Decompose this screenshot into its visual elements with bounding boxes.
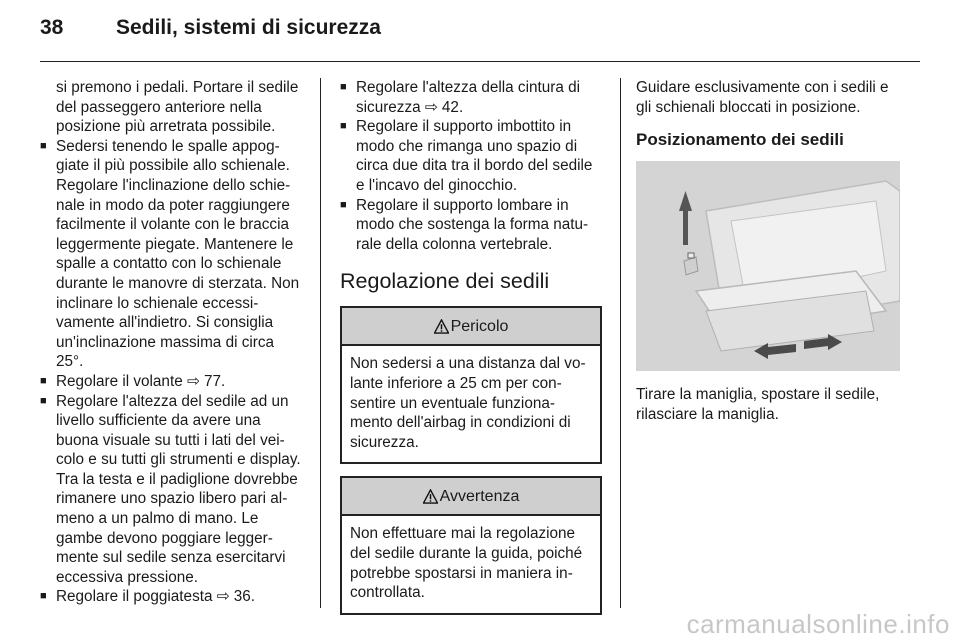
page-header (40, 16, 920, 56)
header-rule (40, 61, 920, 62)
danger-box-text: Non sedersi a una distanza dal volante inferiore a 25 cm per consentire un eventuale funzionamento dell'airbag in condizioni di sicurezza. (350, 355, 586, 451)
list-item: ■ Regolare il poggiatesta ⇨ 36. (40, 587, 304, 607)
warning-box-title: Avvertenza (439, 487, 520, 505)
column-1 (40, 78, 304, 607)
list-item: ■ Regolare il volante ⇨ 77. (40, 372, 304, 392)
watermark: carmanualsonline.info (686, 609, 950, 639)
seat-illustration-icon (636, 161, 900, 371)
warning-box (340, 476, 602, 614)
figure-caption: Tirare la maniglia, spostare il sedile, rilasciare la maniglia. (636, 386, 880, 423)
list-item: ■ Regolare l'altezza della cintura di sicurezza ⇨ 42. (340, 78, 602, 117)
danger-box (340, 306, 602, 464)
section-heading: Regolazione dei sedili (340, 269, 550, 294)
intro-text: Guidare esclusivamente con i sedili e gli schienali bloccati in posizione. (636, 79, 889, 116)
list-item: ■ Regolare il supporto lombare in modo che sostenga la forma naturale della colonna vertebrale. (340, 196, 602, 255)
warning-box-header (342, 478, 600, 516)
list-item: ■ Regolare il supporto imbottito in modo che rimanga uno spazio di circa due dita tra il bordo del sedile e l'incavo del ginocchio. (340, 117, 602, 195)
column-2 (340, 78, 602, 627)
seat-adjustment-figure (636, 161, 900, 371)
list-item: ■ Regolare l'altezza del sedile ad un livello sufficiente da avere una buona visuale su tutti i lati del veicolo e su tutti gli strumenti e display. Tra la testa e il padiglione dovrebbe rimanere uno spazio libero pari almeno a un palmo di mano. Le gambe devono poggiare leggermente sul sedile senza esercitarvi eccessiva pressione. (40, 392, 304, 588)
column-divider-1 (320, 78, 321, 608)
column-3 (636, 78, 902, 424)
continuation-text: si premono i pedali. Portare il sedile del passeggero anteriore nella posizione più arretrata possibile. (56, 79, 299, 136)
warning-triangle-icon (423, 489, 438, 504)
page-title: Sedili, sistemi di sicurezza (116, 16, 381, 39)
warning-box-text: Non effettuare mai la regolazione del sedile durante la guida, poiché potrebbe spostarsi in maniera incontrollata. (350, 525, 583, 602)
danger-box-header (342, 308, 600, 346)
danger-box-title: Pericolo (450, 317, 509, 335)
warning-triangle-icon (434, 319, 449, 334)
list-item: ■ Sedersi tenendo le spalle appoggiate il più possibile allo schienale. Regolare l'inclinazione dello schienale in modo da poter raggiungere facilmente il volante con le braccia leggermente piegate. Mantenere le spalle a contatto con lo schienale durante le manovre di sterzata. Non inclinare lo schienale eccessivamente all'indietro. Si consiglia un'inclinazione massima di circa 25°. (40, 137, 304, 372)
subsection-heading: Posizionamento dei sedili (636, 130, 844, 150)
column-divider-2 (620, 78, 621, 608)
page-number: 38 (40, 16, 64, 39)
